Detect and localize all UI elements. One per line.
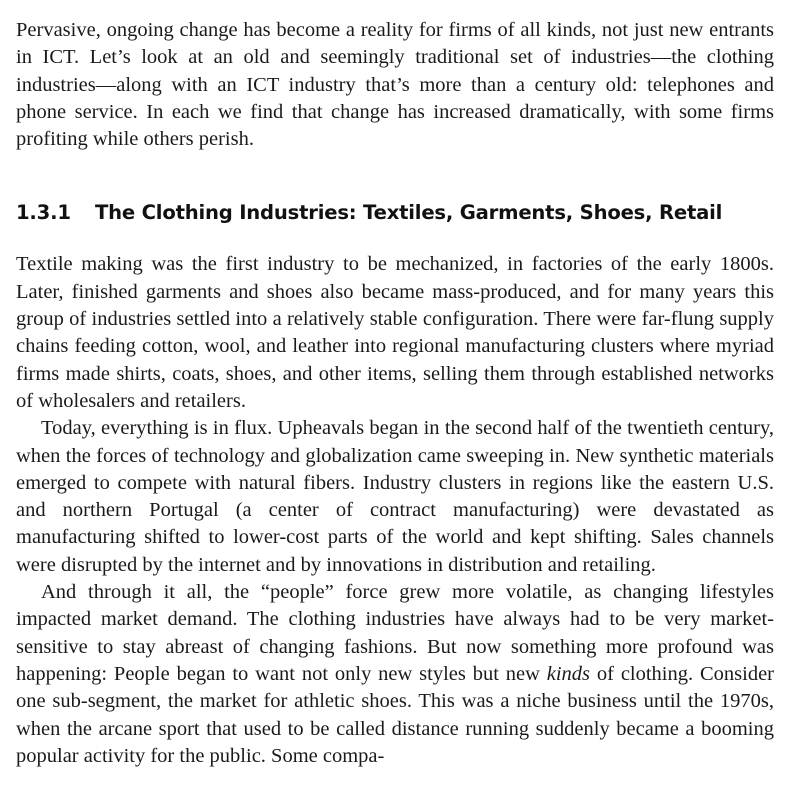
document-page — [16, 0, 774, 770]
section-number: 1.3.1 — [16, 201, 71, 225]
body-paragraph-2: Today, everything is in flux. Upheavals began in the second half of the twentieth century, when the forces of technology and globalization came sweeping in. New synthetic materials emerged to compete with natural fibers. Industry clusters in regions like the eastern U.S. and northern Portugal (a center of contract manufacturing) were devastated as manufacturing shifted to lower-cost parts of the world and kept shifting. Sales channels were disrupted by the internet and by innovations in distribution and retailing. — [16, 417, 774, 576]
body-paragraph-3 — [16, 579, 774, 770]
body-paragraph-3-text-start: And through it all, the “people” force grew more volatile, as changing lifestyles impacted market demand. The clothing industries have always had to be very market-sensitive to stay abreast of changing fashions. But now something more profound was happening: People began to want not only new styles but new — [16, 581, 774, 685]
section-heading — [16, 199, 774, 227]
body-paragraph-3-text-end: of clothing. Consider one sub-segment, the market for athletic shoes. This was a niche business until the 1970s, when the arcane sport that used to be called distance running suddenly became a booming popular activity for the public. Some compa- — [16, 662, 774, 767]
body-paragraph-1: Textile making was the first industry to be mechanized, in factories of the early 1800s. Later, finished garments and shoes also became mass-produced, and for many years this group of industries settled into a relatively stable configuration. There were far-flung supply chains feeding cotton, wool, and leather into regional manufacturing clusters where myriad firms made shirts, coats, shoes, and other items, selling them through established networks of wholesalers and retailers. — [16, 253, 774, 412]
intro-paragraph: Pervasive, ongoing change has become a reality for firms of all kinds, not just new entrants in ICT. Let’s look at an old and seemingly traditional set of industries—the clothing industries—along with an ICT industry that’s more than a century old: telephones and phone service. In each we find that change has increased dramatically, with some firms profiting while others perish. — [16, 19, 774, 151]
emphasis-kinds: kinds — [546, 662, 591, 685]
section-title: The Clothing Industries: Textiles, Garments, Shoes, Retail — [95, 201, 723, 225]
